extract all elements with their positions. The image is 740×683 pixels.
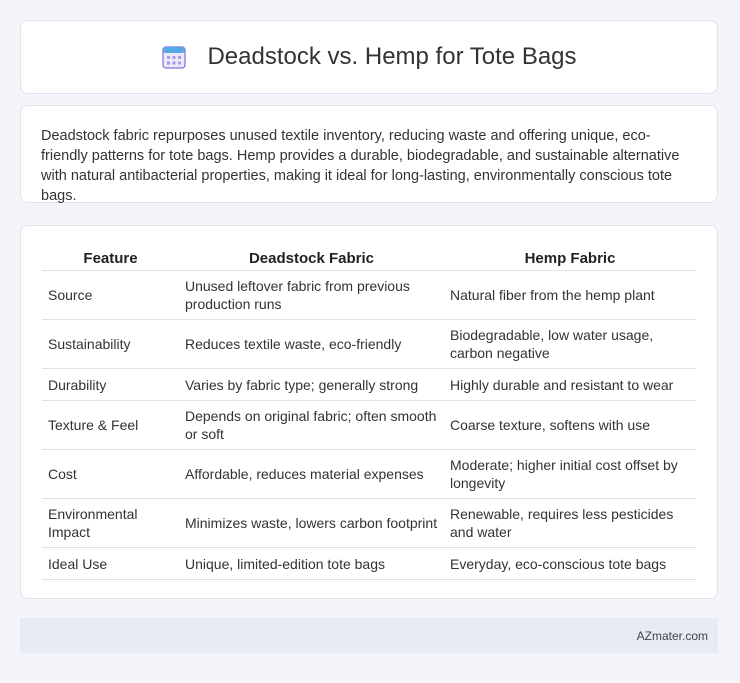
feature-cell: Ideal Use <box>42 548 179 580</box>
feature-cell: Environmental Impact <box>42 499 179 548</box>
table-row <box>42 499 696 548</box>
header-deadstock: Deadstock Fabric <box>179 246 444 271</box>
deadstock-cell: Depends on original fabric; often smooth or soft <box>179 401 444 450</box>
table-row <box>42 401 696 450</box>
hemp-cell: Biodegradable, low water usage, carbon negative <box>444 320 696 369</box>
table-row <box>42 320 696 369</box>
deadstock-cell: Affordable, reduces material expenses <box>179 450 444 499</box>
feature-cell: Sustainability <box>42 320 179 369</box>
table-row <box>42 548 696 580</box>
deadstock-cell: Reduces textile waste, eco-friendly <box>179 320 444 369</box>
hemp-cell: Coarse texture, softens with use <box>444 401 696 450</box>
deadstock-cell: Varies by fabric type; generally strong <box>179 369 444 401</box>
deadstock-cell: Minimizes waste, lowers carbon footprint <box>179 499 444 548</box>
table-header-row <box>42 246 696 271</box>
table-row <box>42 369 696 401</box>
comparison-table <box>42 246 696 580</box>
title-card <box>20 20 718 94</box>
hemp-cell: Natural fiber from the hemp plant <box>444 271 696 320</box>
comparison-card <box>20 225 718 599</box>
page-title: Deadstock vs. Hemp for Tote Bags <box>207 43 577 70</box>
deadstock-cell: Unused leftover fabric from previous production runs <box>179 271 444 320</box>
intro-paragraph: Deadstock fabric repurposes unused textile inventory, reducing waste and offering unique, eco-friendly patterns for tote bags. Hemp provides a durable, biodegradable, and sustainable alternative with natural antibacterial properties, making it ideal for long-lasting, environmentally conscious tote bags. <box>41 128 680 204</box>
hemp-cell: Highly durable and resistant to wear <box>444 369 696 401</box>
feature-cell: Texture & Feel <box>42 401 179 450</box>
feature-cell: Durability <box>42 369 179 401</box>
intro-card <box>20 105 718 203</box>
hemp-cell: Moderate; higher initial cost offset by longevity <box>444 450 696 499</box>
table-row <box>42 450 696 499</box>
feature-cell: Source <box>42 271 179 320</box>
table-row <box>42 271 696 320</box>
hemp-cell: Renewable, requires less pesticides and water <box>444 499 696 548</box>
header-feature: Feature <box>42 246 179 271</box>
deadstock-cell: Unique, limited-edition tote bags <box>179 548 444 580</box>
hemp-cell: Everyday, eco-conscious tote bags <box>444 548 696 580</box>
calendar-icon <box>161 44 187 70</box>
feature-cell: Cost <box>42 450 179 499</box>
header-hemp: Hemp Fabric <box>444 246 696 271</box>
footer-brand[interactable]: AZmater.com <box>636 628 708 643</box>
footer-bar <box>20 618 718 653</box>
